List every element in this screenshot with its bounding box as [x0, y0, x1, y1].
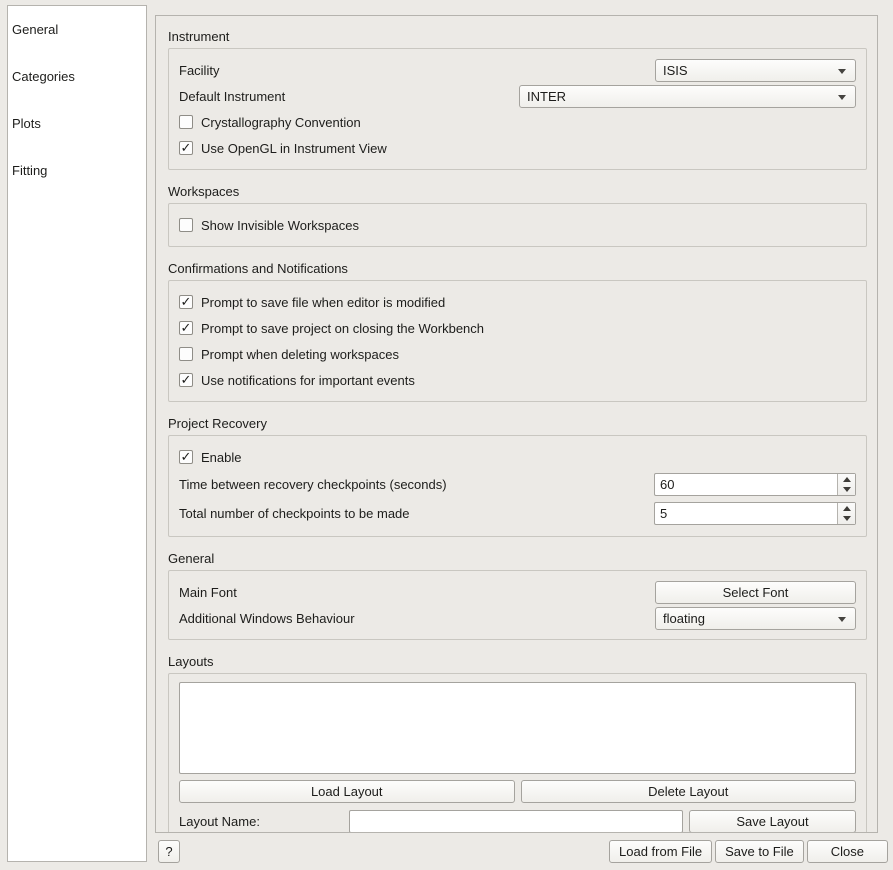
general-section-title: General — [168, 551, 215, 566]
general-groupbox — [168, 570, 867, 640]
facility-label: Facility — [179, 62, 220, 78]
use-opengl-checkbox[interactable] — [179, 135, 856, 161]
spin-down-icon[interactable] — [838, 514, 855, 525]
chevron-down-icon — [838, 95, 846, 100]
use-notifications-checkbox[interactable] — [179, 367, 856, 393]
crystallography-convention-label: Crystallography Convention — [201, 114, 361, 130]
windows-behaviour-select[interactable] — [655, 607, 856, 630]
workspaces-groupbox — [168, 203, 867, 247]
sidebar-item-categories[interactable] — [8, 53, 146, 100]
confirmations-groupbox — [168, 280, 867, 402]
chevron-down-icon — [838, 617, 846, 622]
confirmations-section-title: Confirmations and Notifications — [168, 261, 348, 276]
recovery-enable-checkbox[interactable] — [179, 444, 856, 470]
help-button[interactable]: ? — [158, 840, 180, 863]
project-recovery-section — [168, 416, 867, 537]
default-instrument-select-value: INTER — [527, 88, 566, 104]
layout-name-row — [179, 810, 856, 833]
windows-behaviour-select-value: floating — [663, 610, 705, 626]
prompt-save-file-label: Prompt to save file when editor is modified — [201, 294, 446, 310]
show-invisible-workspaces-checkbox[interactable] — [179, 212, 856, 238]
layouts-button-row — [179, 780, 856, 803]
settings-category-list — [7, 5, 147, 862]
checkbox-icon[interactable]: ✓ — [180, 294, 192, 309]
general-settings-panel — [155, 15, 878, 833]
recovery-total-spinbox[interactable] — [654, 502, 856, 525]
sidebar-item-label: Plots — [12, 116, 41, 131]
recovery-total-row — [179, 499, 856, 528]
crystallography-convention-checkbox[interactable] — [179, 109, 856, 135]
recovery-total-label: Total number of checkpoints to be made — [179, 506, 410, 521]
save-layout-button[interactable]: Save Layout — [689, 810, 856, 833]
main-font-label: Main Font — [179, 584, 237, 600]
layout-name-input[interactable] — [349, 810, 683, 833]
dialog-footer — [155, 839, 888, 863]
windows-behaviour-label: Additional Windows Behaviour — [179, 610, 355, 626]
select-font-button[interactable]: Select Font — [655, 581, 856, 604]
delete-layout-button[interactable]: Delete Layout — [521, 780, 857, 803]
instrument-section-title: Instrument — [168, 29, 230, 44]
facility-select-value: ISIS — [663, 62, 688, 78]
recovery-enable-label: Enable — [201, 449, 242, 465]
sidebar-item-fitting[interactable] — [8, 147, 146, 194]
use-opengl-label: Use OpenGL in Instrument View — [201, 140, 387, 156]
spin-up-icon[interactable] — [838, 474, 855, 485]
sidebar-item-label: Fitting — [12, 163, 48, 178]
sidebar-item-plots[interactable] — [8, 100, 146, 147]
windows-behaviour-row — [179, 605, 856, 631]
workspaces-section-title: Workspaces — [168, 184, 240, 199]
chevron-down-icon — [838, 69, 846, 74]
default-instrument-label: Default Instrument — [179, 88, 286, 104]
instrument-groupbox — [168, 48, 867, 170]
spin-buttons — [837, 503, 855, 524]
prompt-save-project-label: Prompt to save project on closing the Workbench — [201, 320, 485, 336]
project-recovery-groupbox — [168, 435, 867, 537]
sidebar-item-label: General — [12, 22, 59, 37]
facility-row — [179, 57, 856, 83]
spin-down-icon[interactable] — [838, 485, 855, 496]
general-section — [168, 551, 867, 640]
sidebar-item-general[interactable] — [8, 6, 146, 53]
use-notifications-label: Use notifications for important events — [201, 372, 415, 388]
checkbox-icon[interactable]: ✓ — [180, 320, 192, 335]
recovery-time-row — [179, 470, 856, 499]
default-instrument-select[interactable] — [519, 85, 856, 108]
recovery-time-value[interactable]: 60 — [660, 477, 675, 492]
layouts-section-title: Layouts — [168, 654, 214, 669]
checkbox-icon[interactable] — [179, 115, 193, 129]
prompt-deleting-workspaces-checkbox[interactable] — [179, 341, 856, 367]
prompt-save-file-checkbox[interactable] — [179, 289, 856, 315]
layout-name-label: Layout Name: — [179, 814, 260, 829]
checkbox-icon[interactable]: ✓ — [180, 372, 192, 387]
main-font-row — [179, 579, 856, 605]
layouts-section — [168, 654, 867, 833]
confirmations-section — [168, 261, 867, 402]
default-instrument-row — [179, 83, 856, 109]
checkbox-icon[interactable]: ✓ — [180, 140, 192, 155]
instrument-section — [168, 29, 867, 170]
spin-up-icon[interactable] — [838, 503, 855, 514]
recovery-total-value[interactable]: 5 — [660, 506, 668, 521]
show-invisible-workspaces-label: Show Invisible Workspaces — [201, 217, 359, 233]
layouts-list[interactable] — [179, 682, 856, 774]
workspaces-section — [168, 184, 867, 247]
sidebar-item-label: Categories — [12, 69, 75, 84]
facility-select[interactable] — [655, 59, 856, 82]
project-recovery-section-title: Project Recovery — [168, 416, 267, 431]
recovery-time-spinbox[interactable] — [654, 473, 856, 496]
recovery-time-label: Time between recovery checkpoints (seconds) — [179, 477, 447, 492]
load-layout-button[interactable]: Load Layout — [179, 780, 515, 803]
checkbox-icon[interactable] — [179, 218, 193, 232]
prompt-save-project-checkbox[interactable] — [179, 315, 856, 341]
save-to-file-button[interactable]: Save to File — [715, 840, 804, 863]
load-from-file-button[interactable]: Load from File — [609, 840, 712, 863]
close-button[interactable]: Close — [807, 840, 888, 863]
spin-buttons — [837, 474, 855, 495]
checkbox-icon[interactable]: ✓ — [180, 449, 192, 464]
layouts-groupbox — [168, 673, 867, 833]
checkbox-icon[interactable] — [179, 347, 193, 361]
prompt-deleting-workspaces-label: Prompt when deleting workspaces — [201, 346, 399, 362]
